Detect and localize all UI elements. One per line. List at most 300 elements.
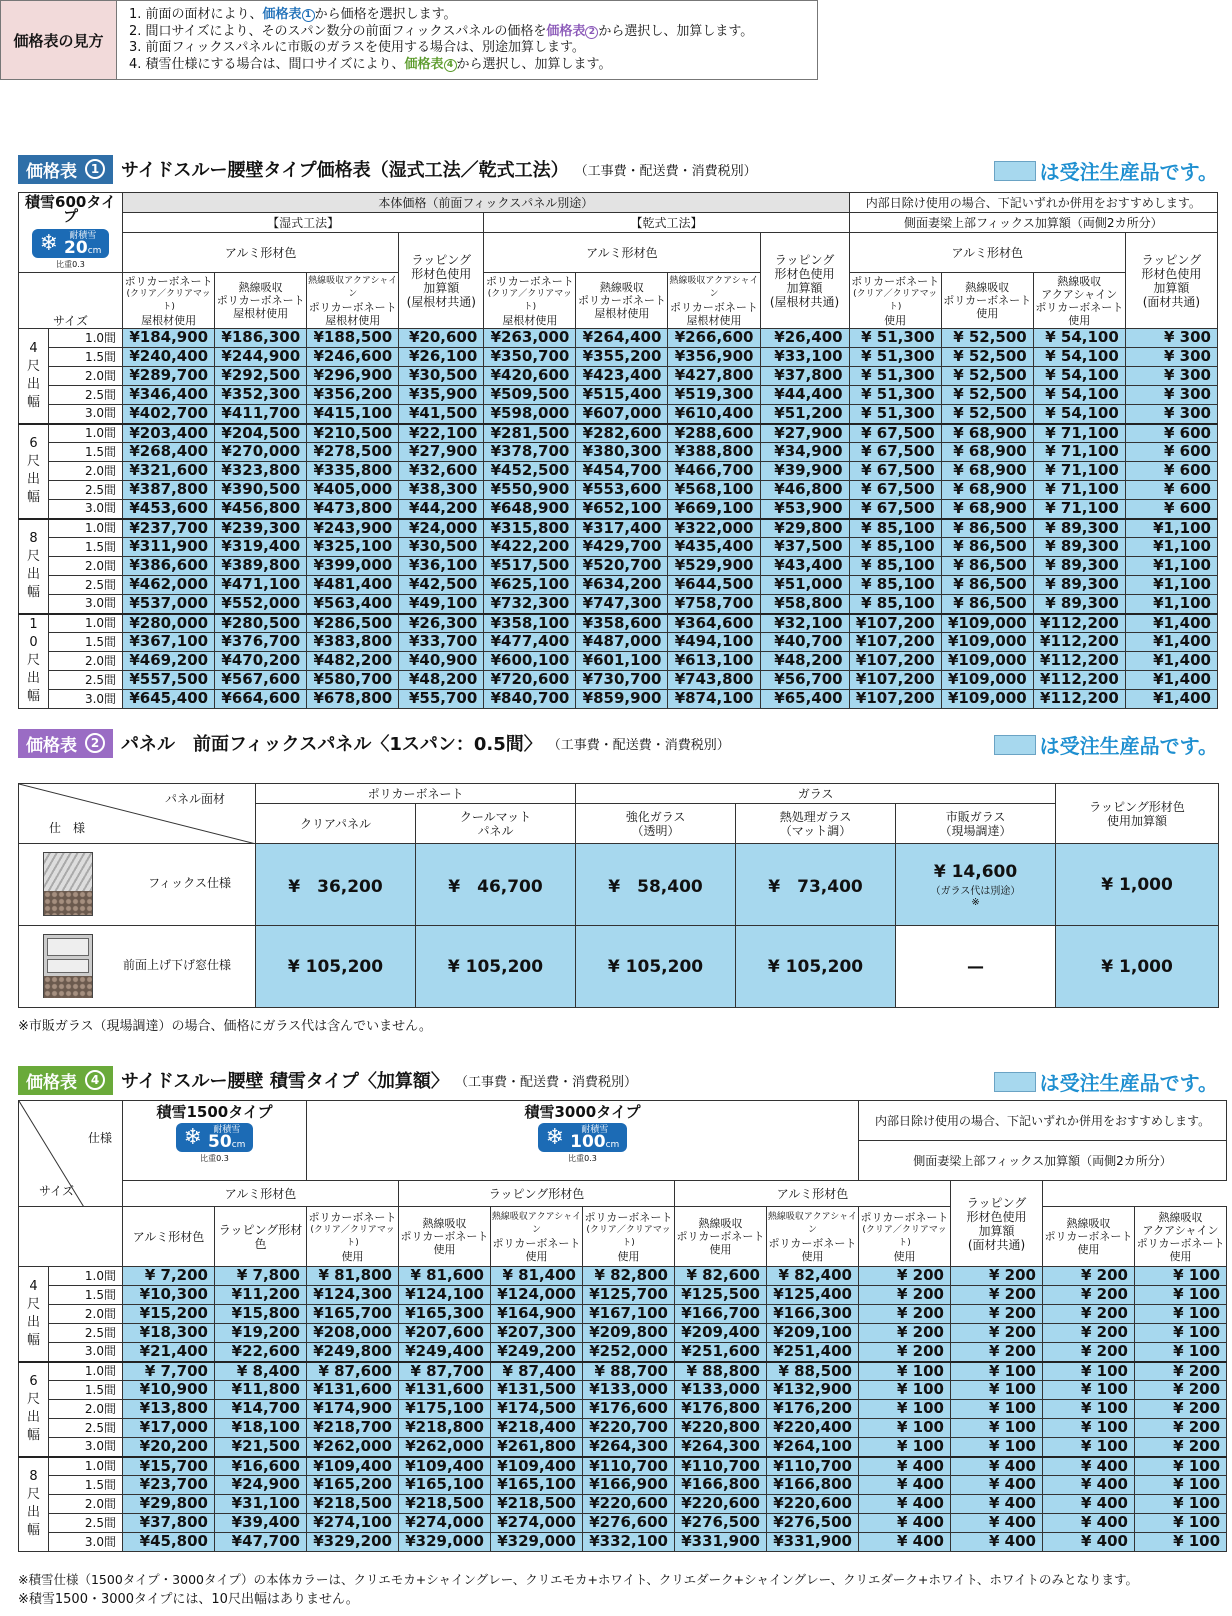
price-cell: ¥251,400 [767, 1343, 859, 1362]
price-cell: ¥ 600 [1125, 462, 1217, 481]
price-cell: ¥ 54,100 [1033, 386, 1125, 405]
size-cell: 2.5間 [49, 481, 123, 500]
col-aqua-wet: 熱線吸収アクアシャイン ポリカーボネート 屋根材使用 [307, 273, 399, 329]
price-cell: ¥218,800 [399, 1419, 491, 1438]
size-cell: 1.0間 [49, 1457, 123, 1476]
price-cell: ¥220,400 [767, 1419, 859, 1438]
price-table-2 [18, 783, 1219, 1008]
price-cell: ¥14,700 [215, 1400, 307, 1419]
price-cell: ¥18,100 [215, 1419, 307, 1438]
header-alumi-side: アルミ形材色 [849, 233, 1125, 273]
price-cell: ¥112,200 [1033, 633, 1125, 652]
t2-col-clear: クリアパネル [256, 804, 416, 844]
header-wrap-wet: ラッピング形材色使用加算額 (屋根材共通) [399, 233, 484, 329]
made-to-order-legend-1: は受注生産品です。 [994, 156, 1218, 185]
t4-footnote-2: ※積雪1500・3000タイプには、10尺出幅はありません。 [18, 1592, 359, 1607]
table-row [19, 1438, 1227, 1457]
price-cell: ¥ 200 [1135, 1381, 1227, 1400]
price-cell: ¥383,800 [307, 633, 399, 652]
price-cell: ¥32,100 [760, 614, 849, 633]
price-cell: ¥ 300 [1125, 348, 1217, 367]
price-table-4-body [19, 1267, 1227, 1552]
table-row [19, 690, 1218, 709]
price-cell: ¥133,000 [583, 1381, 675, 1400]
price-cell: ¥109,000 [941, 671, 1033, 690]
price-cell: ¥ 100 [951, 1419, 1043, 1438]
price-cell: ¥164,900 [491, 1305, 583, 1324]
price-cell: ¥ 52,500 [941, 386, 1033, 405]
price-cell: ¥ 85,100 [849, 538, 941, 557]
price-cell: ¥568,100 [668, 481, 760, 500]
price-cell: ¥ 400 [859, 1495, 951, 1514]
price-cell: ¥ 71,100 [1033, 424, 1125, 443]
price-cell: ¥529,900 [668, 557, 760, 576]
price-cell: ¥874,100 [668, 690, 760, 709]
price-cell: ¥15,700 [123, 1457, 215, 1476]
price-cell: ¥ 100 [1043, 1400, 1135, 1419]
t4-col-heat-a: 熱線吸収 ポリカーボネート 使用 [399, 1207, 491, 1267]
type-cell: 積雪600タイプ ❄ 耐積雪 20cm 比重0.3 [19, 193, 123, 273]
price-cell: ¥166,300 [767, 1305, 859, 1324]
size-cell: 1.0間 [49, 329, 123, 348]
price-cell: ¥ 54,100 [1033, 367, 1125, 386]
price-cell: ¥292,500 [215, 367, 307, 386]
table-row [19, 1533, 1227, 1552]
price-cell: ¥1,400 [1125, 690, 1217, 709]
size-cell: 2.0間 [49, 462, 123, 481]
price-cell: ¥30,500 [399, 367, 484, 386]
snowflake-icon: ❄ [39, 230, 59, 256]
price-cell: ¥ 400 [951, 1495, 1043, 1514]
price-cell: ¥264,400 [576, 329, 668, 348]
price-cell: ¥165,300 [399, 1305, 491, 1324]
header-wrap-dry: ラッピング形材色使用加算額 (屋根材共通) [760, 233, 849, 329]
price-cell: ¥112,200 [1033, 690, 1125, 709]
price-cell: ¥278,500 [307, 443, 399, 462]
price-cell: ¥859,900 [576, 690, 668, 709]
t2-header-wrap: ラッピング形材色 使用加算額 [1056, 784, 1219, 844]
price-cell: ¥405,000 [307, 481, 399, 500]
t2-win-coolmat: ¥ 105,200 [416, 926, 576, 1008]
price-cell: ¥453,600 [123, 500, 215, 519]
price-cell: ¥364,600 [668, 614, 760, 633]
size-cell: 2.0間 [49, 652, 123, 671]
price-cell: ¥ 400 [859, 1457, 951, 1476]
table2-title [18, 728, 1218, 758]
size-cell: 2.5間 [49, 386, 123, 405]
price-cell: ¥ 400 [859, 1533, 951, 1552]
price-cell: ¥ 100 [1043, 1381, 1135, 1400]
price-cell: ¥ 88,700 [583, 1362, 675, 1381]
price-cell: ¥ 71,100 [1033, 462, 1125, 481]
price-cell: ¥276,600 [583, 1514, 675, 1533]
price-cell: ¥26,300 [399, 614, 484, 633]
t4-col-aqua-a: 熱線吸収アクアシャイン ポリカーボネート 使用 [491, 1207, 583, 1267]
price-cell: ¥519,300 [668, 386, 760, 405]
price-cell: ¥358,100 [484, 614, 576, 633]
price-cell: ¥174,900 [307, 1400, 399, 1419]
size-cell: 1.5間 [49, 1476, 123, 1495]
price-cell: ¥166,900 [583, 1476, 675, 1495]
t4-type1500: 積雪1500タイプ ❄ 耐積雪 50cm 比重0.3 [123, 1101, 307, 1181]
price-cell: ¥ 52,500 [941, 348, 1033, 367]
price-cell: ¥276,500 [675, 1514, 767, 1533]
t4-header-inner: 内部日除け使用の場合、下記いずれか併用をおすすめします。 [859, 1101, 1227, 1141]
price-cell: ¥580,700 [307, 671, 399, 690]
price-cell: ¥107,200 [849, 652, 941, 671]
price-cell: ¥218,500 [399, 1495, 491, 1514]
price-cell: ¥286,500 [307, 614, 399, 633]
price-cell: ¥ 400 [951, 1514, 1043, 1533]
price-cell: ¥165,100 [399, 1476, 491, 1495]
price-cell: ¥352,300 [215, 386, 307, 405]
header-size: サイズ [19, 273, 123, 329]
price-cell: ¥ 85,100 [849, 519, 941, 538]
table-row [19, 633, 1218, 652]
table-row [19, 614, 1218, 633]
price-cell: ¥1,100 [1125, 538, 1217, 557]
price-cell: ¥356,900 [668, 348, 760, 367]
price-cell: ¥31,100 [215, 1495, 307, 1514]
price-cell: ¥270,000 [215, 443, 307, 462]
t4-corner: 仕様 サイズ [19, 1101, 123, 1207]
size-cell: 1.0間 [49, 424, 123, 443]
price-cell: ¥ 400 [859, 1514, 951, 1533]
size-cell: 1.5間 [49, 633, 123, 652]
price-cell: ¥ 400 [859, 1476, 951, 1495]
price-cell: ¥109,400 [491, 1457, 583, 1476]
price-cell: ¥ 400 [951, 1457, 1043, 1476]
table2-heading: パネル 前面フィックスパネル〈1スパン：0.5間〉 [121, 734, 542, 755]
price-cell: ¥280,500 [215, 614, 307, 633]
price-cell: ¥251,600 [675, 1343, 767, 1362]
price-cell: ¥55,700 [399, 690, 484, 709]
price-cell: ¥280,000 [123, 614, 215, 633]
t4-type3000: 積雪3000タイプ ❄ 耐積雪 100cm 比重0.3 [307, 1101, 859, 1181]
price-cell: ¥ 52,500 [941, 367, 1033, 386]
price-cell: ¥331,900 [767, 1533, 859, 1552]
price-cell: ¥470,200 [215, 652, 307, 671]
price-cell: ¥ 200 [859, 1286, 951, 1305]
price-cell: ¥45,800 [123, 1533, 215, 1552]
price-cell: ¥133,000 [675, 1381, 767, 1400]
price-cell: ¥37,800 [123, 1514, 215, 1533]
size-cell: 3.0間 [49, 405, 123, 424]
t4-col-poly-s: ポリカーボネート (クリア／クリアマット) 使用 [859, 1207, 951, 1267]
price-cell: ¥109,000 [941, 690, 1033, 709]
t2-corner: パネル面材 仕 様 [19, 784, 256, 844]
price-cell: ¥210,500 [307, 424, 399, 443]
price-cell: ¥131,600 [399, 1381, 491, 1400]
price-cell: ¥220,600 [675, 1495, 767, 1514]
size-cell: 2.0間 [49, 367, 123, 386]
price-cell: ¥33,700 [399, 633, 484, 652]
header-wrap-side: ラッピング形材色使用加算額 (面材共通) [1125, 233, 1217, 329]
price-cell: ¥367,100 [123, 633, 215, 652]
price-cell: ¥ 100 [1135, 1457, 1227, 1476]
price-cell: ¥240,400 [123, 348, 215, 367]
price-cell: ¥ 200 [859, 1324, 951, 1343]
price-cell: ¥ 51,300 [849, 386, 941, 405]
price-cell: ¥ 68,900 [941, 481, 1033, 500]
size-cell: 1.5間 [49, 538, 123, 557]
price-cell: ¥ 85,100 [849, 576, 941, 595]
price-cell: ¥ 600 [1125, 481, 1217, 500]
size-cell: 2.5間 [49, 576, 123, 595]
price-cell: ¥743,800 [668, 671, 760, 690]
price-cell: ¥268,400 [123, 443, 215, 462]
table-row [19, 652, 1218, 671]
price-cell: ¥176,800 [675, 1400, 767, 1419]
price-cell: ¥37,800 [760, 367, 849, 386]
price-cell: ¥325,100 [307, 538, 399, 557]
price-cell: ¥ 54,100 [1033, 405, 1125, 424]
price-cell: ¥ 100 [1135, 1495, 1227, 1514]
price-cell: ¥34,900 [760, 443, 849, 462]
price-cell: ¥ 81,600 [399, 1267, 491, 1286]
price-cell: ¥ 86,500 [941, 595, 1033, 614]
price-cell: ¥20,200 [123, 1438, 215, 1457]
price-cell: ¥176,600 [583, 1400, 675, 1419]
price-cell: ¥415,100 [307, 405, 399, 424]
price-cell: ¥ 100 [951, 1381, 1043, 1400]
price-cell: ¥1,400 [1125, 614, 1217, 633]
price-cell: ¥ 200 [859, 1305, 951, 1324]
howto-box [0, 0, 818, 80]
price-cell: ¥ 400 [1043, 1457, 1135, 1476]
col-poly-side: ポリカーボネート (クリア／クリアマット) 使用 [849, 273, 941, 329]
price-cell: ¥ 400 [951, 1476, 1043, 1495]
price-cell: ¥422,200 [484, 538, 576, 557]
price-cell: ¥ 89,300 [1033, 576, 1125, 595]
price-cell: ¥ 100 [1135, 1476, 1227, 1495]
price-cell: ¥ 200 [1043, 1343, 1135, 1362]
price-cell: ¥112,200 [1033, 652, 1125, 671]
t2-footnote: ※市販ガラス（現場調達）の場合、価格にガラス代は含んでいません。 [18, 1019, 432, 1034]
price-cell: ¥176,200 [767, 1400, 859, 1419]
price-cell: ¥ 100 [1135, 1324, 1227, 1343]
col-heat-wet: 熱線吸収 ポリカーボネート 屋根材使用 [215, 273, 307, 329]
price-cell: ¥456,800 [215, 500, 307, 519]
price-cell: ¥311,900 [123, 538, 215, 557]
t2-col-heat: 熱処理ガラス （マット調） [736, 804, 896, 844]
price-cell: ¥378,700 [484, 443, 576, 462]
price-cell: ¥ 7,800 [215, 1267, 307, 1286]
col-aqua-dry: 熱線吸収アクアシャイン ポリカーボネート 屋根材使用 [668, 273, 760, 329]
price-cell: ¥ 88,500 [767, 1362, 859, 1381]
price-cell: ¥109,400 [307, 1457, 399, 1476]
price-cell: ¥218,500 [307, 1495, 399, 1514]
price-cell: ¥65,400 [760, 690, 849, 709]
price-cell: ¥ 200 [951, 1324, 1043, 1343]
price-cell: ¥ 67,500 [849, 462, 941, 481]
price-cell: ¥557,500 [123, 671, 215, 690]
price-cell: ¥165,700 [307, 1305, 399, 1324]
price-cell: ¥37,500 [760, 538, 849, 557]
price-cell: ¥ 100 [859, 1400, 951, 1419]
table-row [19, 1400, 1227, 1419]
price-cell: ¥38,300 [399, 481, 484, 500]
t2-win-tempered: ¥ 105,200 [576, 926, 736, 1008]
price-cell: ¥ 300 [1125, 329, 1217, 348]
header-wet: 【湿式工法】 [123, 213, 484, 233]
table-row [19, 1514, 1227, 1533]
size-cell: 3.0間 [49, 500, 123, 519]
price-cell: ¥ 8,400 [215, 1362, 307, 1381]
price-cell: ¥274,100 [307, 1514, 399, 1533]
price-cell: ¥112,200 [1033, 614, 1125, 633]
price-cell: ¥16,600 [215, 1457, 307, 1476]
price-cell: ¥387,800 [123, 481, 215, 500]
price-cell: ¥420,600 [484, 367, 576, 386]
price-cell: ¥41,500 [399, 405, 484, 424]
price-cell: ¥390,500 [215, 481, 307, 500]
price-cell: ¥ 200 [859, 1343, 951, 1362]
price-cell: ¥47,700 [215, 1533, 307, 1552]
size-cell: 2.0間 [49, 1495, 123, 1514]
price-cell: ¥46,800 [760, 481, 849, 500]
price-cell: ¥ 87,400 [491, 1362, 583, 1381]
snowflake-icon: ❄ [545, 1124, 565, 1150]
price-cell: ¥ 68,900 [941, 462, 1033, 481]
price-cell: ¥598,000 [484, 405, 576, 424]
howto-lines [117, 1, 817, 79]
size-cell: 1.0間 [49, 614, 123, 633]
price-cell: ¥109,000 [941, 633, 1033, 652]
price-cell: ¥376,700 [215, 633, 307, 652]
price-cell: ¥33,100 [760, 348, 849, 367]
price-cell: ¥550,900 [484, 481, 576, 500]
price-cell: ¥125,500 [675, 1286, 767, 1305]
col-aqua-side: 熱線吸収 アクアシャイン ポリカーボネート 使用 [1033, 273, 1125, 329]
price-cell: ¥329,200 [307, 1533, 399, 1552]
price-cell: ¥56,700 [760, 671, 849, 690]
price-cell: ¥249,200 [491, 1343, 583, 1362]
price-cell: ¥107,200 [849, 690, 941, 709]
t2-win-wrap: ¥ 1,000 [1056, 926, 1219, 1008]
price-cell: ¥ 200 [951, 1267, 1043, 1286]
price-cell: ¥389,800 [215, 557, 307, 576]
price-cell: ¥610,400 [668, 405, 760, 424]
price-cell: ¥109,000 [941, 614, 1033, 633]
size-cell: 1.0間 [49, 519, 123, 538]
group-label: 4尺出幅 [19, 329, 49, 424]
price-cell: ¥732,300 [484, 595, 576, 614]
price-cell: ¥452,500 [484, 462, 576, 481]
price-cell: ¥ 400 [1043, 1476, 1135, 1495]
price-cell: ¥282,600 [576, 424, 668, 443]
table-row [19, 1324, 1227, 1343]
price-cell: ¥ 71,100 [1033, 500, 1125, 519]
price-cell: ¥427,800 [668, 367, 760, 386]
price-cell: ¥ 100 [859, 1438, 951, 1457]
t2-fix-heat: ¥ 73,400 [736, 844, 896, 926]
price-cell: ¥27,900 [399, 443, 484, 462]
price-cell: ¥ 100 [1043, 1362, 1135, 1381]
price-cell: ¥ 67,500 [849, 481, 941, 500]
t4-col-heat-s: 熱線吸収 ポリカーボネート 使用 [1043, 1207, 1135, 1267]
price-cell: ¥517,500 [484, 557, 576, 576]
table-row [19, 500, 1218, 519]
price-cell: ¥264,300 [675, 1438, 767, 1457]
price-cell: ¥27,900 [760, 424, 849, 443]
price-cell: ¥ 86,500 [941, 557, 1033, 576]
price-cell: ¥207,300 [491, 1324, 583, 1343]
howto-line-1: 1. 前面の面材により、価格表 1 から価格を選択します。 [129, 7, 457, 22]
price-cell: ¥399,000 [307, 557, 399, 576]
price-cell: ¥209,100 [767, 1324, 859, 1343]
size-cell: 2.5間 [49, 1324, 123, 1343]
price-cell: ¥203,400 [123, 424, 215, 443]
size-cell: 2.0間 [49, 557, 123, 576]
price-cell: ¥ 200 [951, 1343, 1043, 1362]
table-row [19, 443, 1218, 462]
size-cell: 2.5間 [49, 671, 123, 690]
price-cell: ¥ 68,900 [941, 500, 1033, 519]
price-cell: ¥664,600 [215, 690, 307, 709]
t2-fix-clear: ¥ 36,200 [256, 844, 416, 926]
table-row [19, 1305, 1227, 1324]
price-cell: ¥ 100 [859, 1419, 951, 1438]
price-cell: ¥625,100 [484, 576, 576, 595]
price-cell: ¥166,800 [675, 1476, 767, 1495]
header-main: 本体価格（前面フィックスパネル別途） [123, 193, 850, 213]
t4-col-aqua-s: 熱線吸収 アクアシャイン ポリカーボネート 使用 [1135, 1207, 1227, 1267]
price-cell: ¥ 400 [1043, 1533, 1135, 1552]
price-cell: ¥48,200 [760, 652, 849, 671]
price-cell: ¥ 68,900 [941, 443, 1033, 462]
table-row [19, 1381, 1227, 1400]
table4-subheading: （工事費・配送費・消費税別） [454, 1074, 637, 1090]
price-cell: ¥21,500 [215, 1438, 307, 1457]
price-cell: ¥ 7,700 [123, 1362, 215, 1381]
price-cell: ¥218,500 [491, 1495, 583, 1514]
col-heat-dry: 熱線吸収 ポリカーボネート 屋根材使用 [576, 273, 668, 329]
price-cell: ¥281,500 [484, 424, 576, 443]
price-cell: ¥262,000 [307, 1438, 399, 1457]
price-cell: ¥ 200 [951, 1305, 1043, 1324]
price-cell: ¥1,100 [1125, 557, 1217, 576]
table-row [19, 1343, 1227, 1362]
price-cell: ¥209,400 [675, 1324, 767, 1343]
price-cell: ¥ 100 [1043, 1419, 1135, 1438]
price-cell: ¥ 85,100 [849, 595, 941, 614]
t2-win-heat: ¥ 105,200 [736, 926, 896, 1008]
price-cell: ¥ 100 [859, 1381, 951, 1400]
price-cell: ¥ 81,400 [491, 1267, 583, 1286]
t4-header-side: 側面妻梁上部フィックス加算額（両側2カ所分） [859, 1141, 1227, 1181]
price-cell: ¥1,100 [1125, 576, 1217, 595]
price-cell: ¥220,600 [583, 1495, 675, 1514]
price-cell: ¥124,300 [307, 1286, 399, 1305]
price-cell: ¥ 600 [1125, 500, 1217, 519]
price-cell: ¥ 200 [1043, 1267, 1135, 1286]
price-cell: ¥648,900 [484, 500, 576, 519]
price-cell: ¥244,900 [215, 348, 307, 367]
price-cell: ¥165,100 [491, 1476, 583, 1495]
table-row [19, 671, 1218, 690]
group-label: 6尺出幅 [19, 1362, 49, 1457]
t2-row-window-label: 前面上げ下げ窓仕様 [19, 926, 256, 1008]
price-cell: ¥10,900 [123, 1381, 215, 1400]
size-cell: 1.5間 [49, 1286, 123, 1305]
price-cell: ¥49,100 [399, 595, 484, 614]
price-cell: ¥402,700 [123, 405, 215, 424]
price-cell: ¥ 89,300 [1033, 538, 1125, 557]
price-cell: ¥840,700 [484, 690, 576, 709]
table-row [19, 1457, 1227, 1476]
price-cell: ¥ 52,500 [941, 329, 1033, 348]
